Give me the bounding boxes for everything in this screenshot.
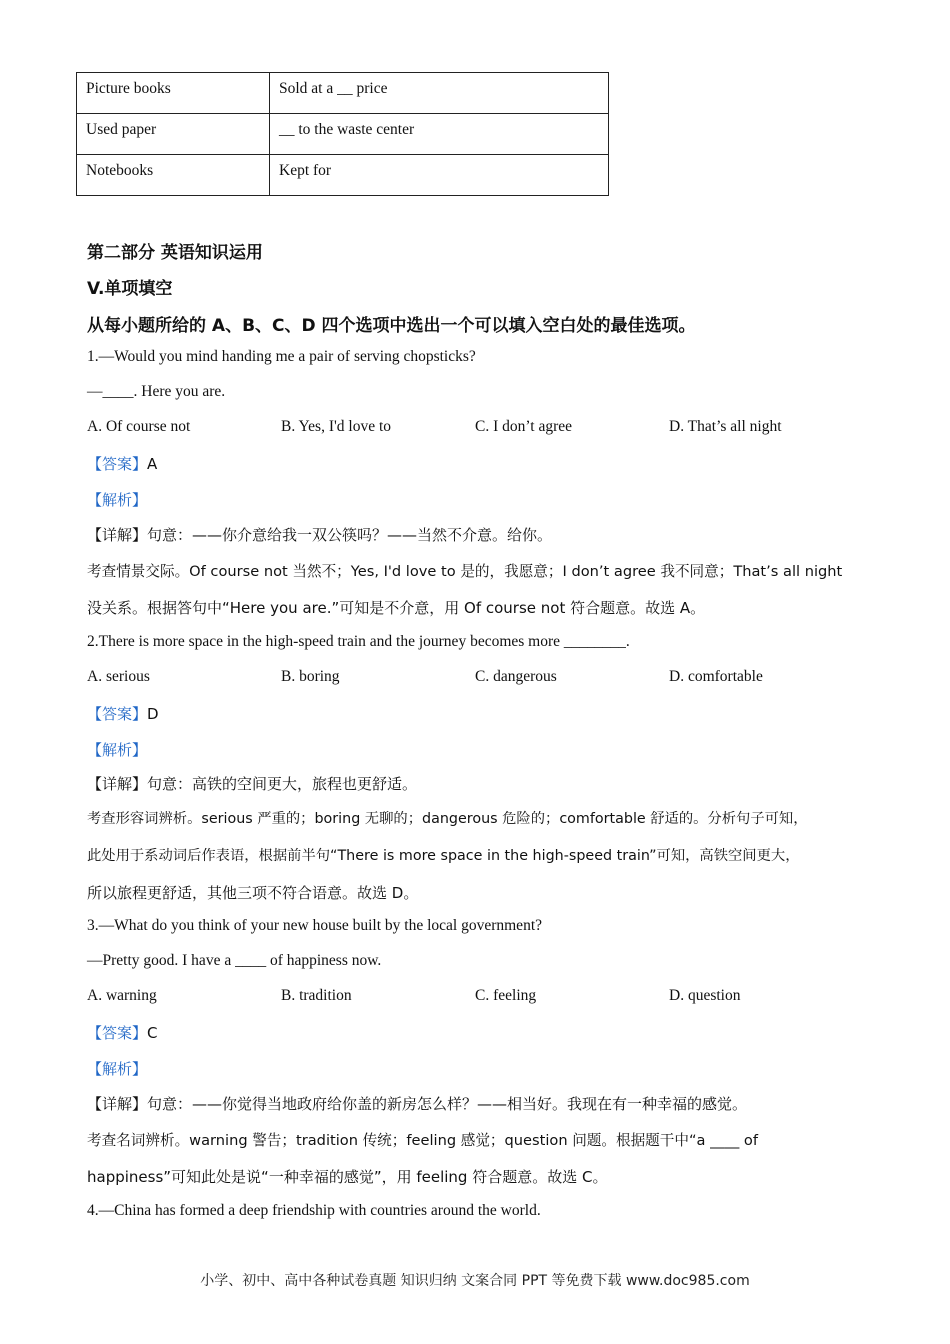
instruction: 从每小题所给的 A、B、C、D 四个选项中选出一个可以填入空白处的最佳选项。 bbox=[87, 316, 696, 336]
table-cell: __ to the waste center bbox=[270, 114, 609, 155]
table-cell: Sold at a __ price bbox=[270, 73, 609, 114]
option-a: A. serious bbox=[87, 668, 150, 685]
answer-line bbox=[87, 1022, 158, 1043]
option-b: B. tradition bbox=[281, 987, 352, 1004]
analysis-label: 【解析】 bbox=[87, 741, 148, 759]
question-stem: 4.—China has formed a deep friendship with countries around the world. bbox=[87, 1202, 541, 1219]
item-table bbox=[76, 72, 609, 196]
explanation-text: 考查名词辨析。warning 警告；tradition 传统；feeling 感觉；question 问题。根据题干中“a ____ of bbox=[87, 1132, 758, 1149]
table-cell: Picture books bbox=[77, 73, 270, 114]
option-a: A. Of course not bbox=[87, 418, 191, 435]
detail-text: 【详解】句意：高铁的空间更大，旅程也更舒适。 bbox=[87, 775, 418, 793]
question-stem: 3.—What do you think of your new house built by the local government? bbox=[87, 917, 543, 934]
answer-value: D bbox=[147, 705, 159, 723]
table-row bbox=[77, 114, 609, 155]
explanation-text: 没关系。根据答句中“Here you are.”可知是不介意，用 Of course not 符合题意。故选 A。 bbox=[87, 599, 706, 617]
option-b: B. Yes, I'd love to bbox=[281, 418, 392, 435]
table-cell: Notebooks bbox=[77, 155, 270, 196]
option-d: D. comfortable bbox=[669, 668, 763, 685]
detail-text: 【详解】句意：——你觉得当地政府给你盖的新房怎么样？——相当好。我现在有一种幸福的感觉。 bbox=[87, 1095, 748, 1113]
page-footer: 小学、初中、高中各种试卷真题 知识归纳 文案合同 PPT 等免费下载 www.doc985.com bbox=[200, 1273, 750, 1289]
answer-value: C bbox=[147, 1024, 158, 1042]
answer-label: 【答案】 bbox=[87, 1024, 148, 1042]
question-stem: 2.There is more space in the high-speed train and the journey becomes more ________. bbox=[87, 633, 630, 650]
answer-label: 【答案】 bbox=[87, 705, 148, 723]
option-c: C. I don’t agree bbox=[475, 418, 572, 435]
explanation-text: 考查情景交际。Of course not 当然不；Yes, I'd love to 是的，我愿意；I don’t agree 我不同意；That’s all night bbox=[87, 563, 843, 580]
option-a: A. warning bbox=[87, 987, 157, 1004]
question-stem: 1.—Would you mind handing me a pair of serving chopsticks? bbox=[87, 348, 476, 365]
table-cell: Kept for bbox=[270, 155, 609, 196]
analysis-label: 【解析】 bbox=[87, 1060, 148, 1078]
question-stem: —____. Here you are. bbox=[87, 383, 226, 400]
answer-line bbox=[87, 453, 157, 474]
option-c: C. feeling bbox=[475, 987, 537, 1004]
answer-label: 【答案】 bbox=[87, 455, 148, 473]
table-cell: Used paper bbox=[77, 114, 270, 155]
question-stem: —Pretty good. I have a ____ of happiness now. bbox=[87, 952, 382, 969]
answer-line bbox=[87, 703, 159, 724]
explanation-text: 所以旅程更舒适，其他三项不符合语意。故选 D。 bbox=[87, 884, 419, 902]
option-d: D. That’s all night bbox=[669, 418, 782, 435]
part-title: 第二部分 英语知识运用 bbox=[87, 243, 263, 263]
explanation-text: happiness”可知此处是说“一种幸福的感觉”，用 feeling 符合题意。故选 C。 bbox=[87, 1168, 608, 1186]
table-row bbox=[77, 155, 609, 196]
option-b: B. boring bbox=[281, 668, 340, 685]
table-row bbox=[77, 73, 609, 114]
answer-value: A bbox=[147, 455, 158, 473]
option-d: D. question bbox=[669, 987, 741, 1004]
detail-text: 【详解】句意：——你介意给我一双公筷吗？——当然不介意。给你。 bbox=[87, 526, 553, 544]
option-c: C. dangerous bbox=[475, 668, 557, 685]
sub-title: V.单项填空 bbox=[87, 279, 173, 299]
explanation-text: 此处用于系动词后作表语，根据前半句“There is more space in the high-speed train”可知，高铁空间更大， bbox=[87, 848, 800, 864]
analysis-label: 【解析】 bbox=[87, 491, 148, 509]
explanation-text: 考查形容词辨析。serious 严重的；boring 无聊的；dangerous 危险的；comfortable 舒适的。分析句子可知， bbox=[87, 811, 808, 827]
